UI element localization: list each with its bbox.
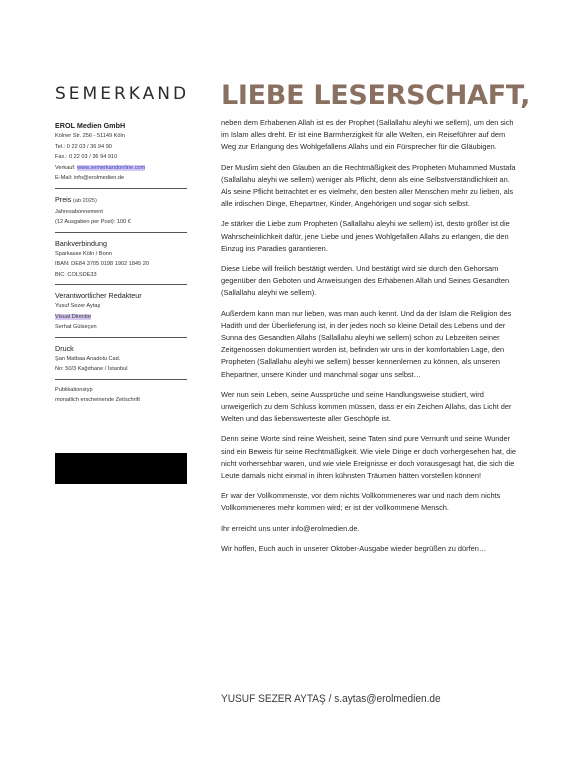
imprint-publikation [55,385,187,410]
druck-heading: Druck [55,343,74,353]
imprint-preis [55,194,187,233]
visual-director-name: Serhat Gülseçen [55,324,97,330]
paragraph: Wer nun sein Leben, seine Aussprüche und seine Handlungsweise studiert, wird unweigerlich zu dem Schluss kommen müssen, dass er ein Zeichen Allahs, das Licht der Welten und das liebenswerteste aller Geschöpfe ist. [221,389,512,424]
publisher-fax: Fax.: 0 22 03 / 36 94 910 [55,154,118,160]
bank-name: Sparkasse Köln / Bonn [55,250,112,257]
visual-director-label: Visual Director [55,313,92,320]
paragraph: Diese Liebe will freilich bestätigt werden. Und bestätigt wird sie durch den Gehorsam gegenüber den Geboten und Anweisungen des Erhabenen Allah und Seines Gesandten (Sallallahu aleyhi we sellem). [221,264,510,298]
imprint-druck [55,343,187,380]
druck-line-1: Şan Matbaa Anadolu Cad. [55,355,121,362]
paragraph: neben dem Erhabenen Allah ist es der Prophet (Sallallahu aleyhi we sellem), um den sich im Islam alles dreht. Er ist eine Barmherzigkeit für alle Welten, ein Reiseführer auf dem Weg zur Erlangung des Wohlgefallens Allahs und ein Fürsprecher für die Gläubigen. [221,118,514,152]
publikation-label: Publikationstyp [55,386,93,393]
preis-heading: Preis (ab 2025) [55,194,97,204]
redakteur-name: Yusuf Sezer Aytaş [55,303,101,309]
druck-line-2: No: 50/3 Kağıthane / İstanbul [55,366,128,372]
publisher-address: Kölner Str. 256 - 51149 Köln [55,133,125,139]
bank-iban: IBAN: DE84 3705 0198 1902 1845 20 [55,261,149,267]
paragraph: Denn seine Worte sind reine Weisheit, seine Taten sind pure Vernunft und seine Wunder sind ein Beweis für seine Rechtmäßigkeit. Wie viele Dinge er doch vorhergesehen hat, die nicht vorhersehbar waren, und wie viele Ereignisse er doch vorausgesagt hat, die sich die Leute damals nicht einmal in ihren kühnsten Träumen hätten vorstellen können! [221,434,516,481]
redaction-block [55,453,187,484]
publisher-tel: Tel.: 0 22 03 / 36 94 90 [55,143,112,150]
bank-bic: BIC: COLSDE33 [55,271,97,278]
bank-heading: Bankverbindung [55,238,107,248]
paragraph: Ihr erreicht uns unter info@erolmedien.de. [221,523,360,533]
imprint-redakteur [55,290,187,338]
imprint-publisher [55,120,187,189]
paragraph: Er war der Vollkommenste, vor dem nichts Vollkommeneres war und nach dem nichts Vollkommeneres mehr kommen wird; er ist der vollkommene Mensch. [221,491,501,513]
imprint-bank [55,238,187,286]
semerkand-logo: SEMERKAND [55,84,190,104]
imprint-sidebar [55,120,187,415]
publisher-email: E-Mail: info@erolmedien.de [55,175,125,181]
publikation-type: monatlich erscheinende Zeitschrift [55,397,140,403]
paragraph: Wir hoffen, Euch auch in unserer Oktober-Ausgabe wieder begrüßen zu dürfen… [221,543,487,553]
publisher-name: EROL Medien GmbH [55,121,126,130]
editorial-body [221,117,521,563]
preis-line-1: Jahresabonnement [55,208,103,215]
redakteur-heading: Verantwortlicher Redakteur [55,291,142,300]
paragraph: Außerdem kann man nur lieben, was man auch kennt. Und da der Islam die Religion des Hadith und der Überlieferung ist, in der jedes noch so kleine Detail des Lebens und der Sunna des Gesandten Allahs (Sallallahu aleyhi we sellem) schon zu Lebzeiten seiner Zeitgenossen dokumentiert worden ist, befinden wir uns in der komfortablen Lage, den Propheten (Sallallahu aleyhi we sellem) besser kennenlernen zu können, als unseren Ehepartner, unsere Kinder und manchmal sogar uns selbst… [221,308,512,379]
paragraph: Der Muslim sieht den Glauben an die Rechtmäßigkeit des Propheten Muhammed Mustafa (Sallallahu aleyhi we sellem) weniger als Pflicht, denn als eine Selbstverständlichkeit an. Als seine Pflicht betrachtet er es vielmehr, den besten aller Menschen mehr zu lieben, als alle irdischen Dinge, Ehepartner, Kinder, Angehörigen und sogar sich selbst. [221,162,516,209]
paragraph: Je stärker die Liebe zum Propheten (Sallallahu aleyhi we sellem) ist, desto größer ist die Wahrscheinlichkeit dafür, jene Liebe und jenes Wohlgefallen Allahs zu erlangen, die den Einzug ins Paradies garantieren. [221,219,510,253]
shop-link[interactable]: www.semerkandonline.com [77,164,146,171]
publisher-verkauf: Verkauf: www.semerkandonline.com [55,164,146,171]
author-signature: YUSUF SEZER AYTAŞ / s.aytas@erolmedien.de [221,693,441,705]
headline: LIEBE LESERSCHAFT, [221,80,531,111]
preis-line-2: (12 Ausgaben per Post): 100 € [55,219,131,225]
